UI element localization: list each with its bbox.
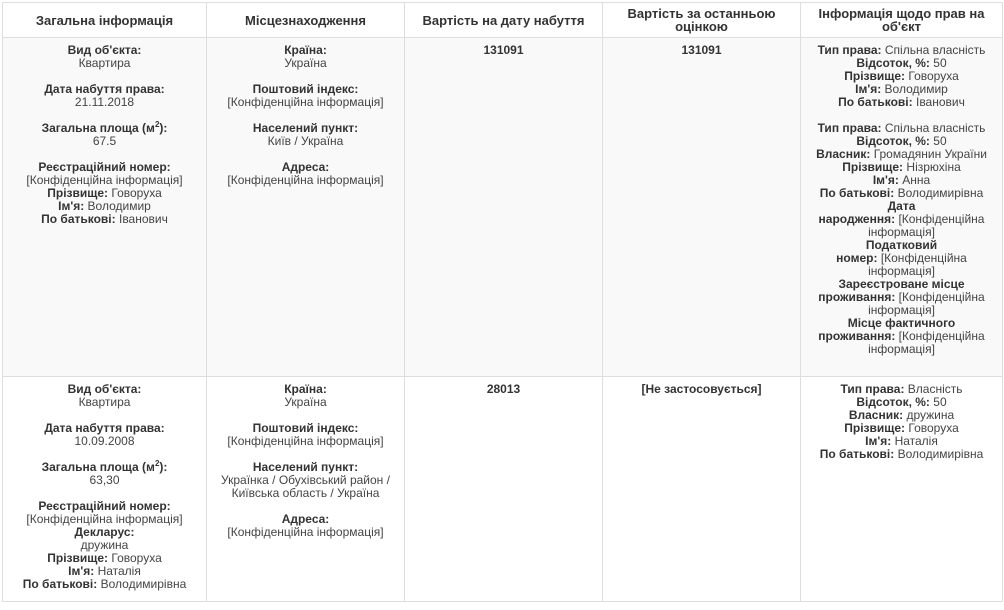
property-table	[2, 2, 1003, 602]
header-cost-last-valuation: Вартість за останньою оцінкою	[603, 3, 801, 38]
cost-last-valuation-cell	[603, 38, 801, 377]
patronymic-label: По батькові:	[819, 186, 895, 200]
address-value: [Конфіденційна інформація]	[227, 173, 384, 187]
table-header-row	[3, 3, 1003, 38]
rights-entry	[805, 44, 998, 109]
patronymic-label: По батькові:	[41, 212, 116, 226]
name-label: Ім'я:	[58, 199, 85, 213]
surname-value: Говоруха	[111, 186, 162, 200]
settlement-label: Населений пункт:	[252, 460, 359, 474]
registered-residence-label-cont: проживання:	[818, 290, 896, 304]
cost-last-valuation-cell	[603, 377, 801, 602]
surname-value: Нізрюхіна	[906, 160, 961, 174]
right-type-label: Тип права:	[817, 43, 882, 57]
header-cost-acquisition: Вартість на дату набуття	[405, 3, 603, 38]
total-area-value: 67.5	[92, 134, 117, 148]
address-label: Адреса:	[281, 512, 330, 526]
country-label: Країна:	[284, 382, 327, 396]
right-type-label: Тип права:	[840, 382, 905, 396]
registration-number-value: [Конфіденційна інформація]	[26, 512, 183, 526]
acquisition-date-value: 10.09.2008	[74, 434, 135, 448]
location-cell	[207, 377, 405, 602]
patronymic-value: Володимирівна	[897, 447, 984, 461]
percent-label: Відсоток, %:	[856, 134, 930, 148]
right-type-value: Власність	[907, 382, 963, 396]
right-type-value: Спільна власність	[884, 121, 986, 135]
registered-residence-label: Зареєстроване місце	[838, 277, 965, 291]
right-type-value: Спільна власність	[884, 43, 986, 57]
birth-date-label: Дата	[887, 199, 916, 213]
cost-acquisition-value: 28013	[486, 382, 521, 396]
name-value: Анна	[902, 173, 931, 187]
settlement-label: Населений пункт:	[252, 121, 359, 135]
rights-cell	[801, 38, 1003, 377]
actual-residence-label: Місце фактичного	[847, 316, 956, 330]
rights-entry	[805, 122, 998, 356]
header-rights-info: Інформація щодо прав на об'єкт	[801, 3, 1003, 38]
owner-value: Громадянин України	[873, 147, 987, 161]
total-area-label: Загальна площа $(м^2)$:	[41, 120, 168, 135]
name-label: Ім'я:	[865, 434, 892, 448]
surname-value: Говоруха	[908, 69, 959, 83]
cost-last-valuation-value: 131091	[681, 43, 722, 57]
registration-number-label: Реєстраційний номер:	[38, 160, 171, 174]
declarant-label: Декларус:	[74, 525, 135, 539]
name-value: Володимир	[884, 82, 948, 96]
birth-date-value-cont: інформація]	[868, 225, 935, 239]
birth-date-value: [Конфіденційна	[898, 212, 985, 226]
settlement-value-cont: Київська область / Україна	[231, 486, 380, 500]
surname-label: Прізвище:	[842, 160, 904, 174]
tax-number-label: Податковий	[865, 238, 938, 252]
cost-last-valuation-value: [Не застосовується]	[641, 382, 762, 396]
general-info-cell	[3, 377, 207, 602]
rights-entry	[805, 383, 998, 461]
tax-number-value-cont: інформація]	[868, 264, 935, 278]
owner-label: Власник:	[848, 408, 904, 422]
tax-number-value: [Конфіденційна	[880, 251, 967, 265]
patronymic-label: По батькові:	[838, 95, 913, 109]
patronymic-value: Володимирівна	[897, 186, 984, 200]
postal-code-label: Поштовий індекс:	[252, 82, 359, 96]
name-value: Володимир	[87, 199, 151, 213]
cost-acquisition-cell	[405, 38, 603, 377]
address-label: Адреса:	[281, 160, 330, 174]
tax-number-label-cont: номер:	[836, 251, 878, 265]
settlement-value: Українка / Обухівський район /	[221, 473, 390, 487]
settlement-value: Київ / Україна	[267, 134, 344, 148]
address-value: [Конфіденційна інформація]	[227, 525, 384, 539]
actual-residence-label-cont: проживання:	[818, 329, 896, 343]
percent-value: 50	[933, 134, 947, 148]
surname-label: Прізвище:	[47, 551, 109, 565]
object-type-value: Квартира	[78, 395, 131, 409]
surname-value: Говоруха	[908, 421, 959, 435]
country-value: Україна	[284, 395, 327, 409]
postal-code-value: [Конфіденційна інформація]	[227, 434, 384, 448]
general-info-cell	[3, 38, 207, 377]
actual-residence-value-cont: інформація]	[868, 342, 935, 356]
patronymic-value: Володимирівна	[100, 577, 187, 591]
actual-residence-value: [Конфіденційна	[898, 329, 985, 343]
patronymic-value: Іванович	[118, 212, 168, 226]
name-label: Ім'я:	[855, 82, 882, 96]
postal-code-label: Поштовий індекс:	[252, 421, 359, 435]
name-label: Ім'я:	[872, 173, 899, 187]
registered-residence-value-cont: інформація]	[868, 303, 935, 317]
location-cell	[207, 38, 405, 377]
percent-label: Відсоток, %:	[856, 56, 930, 70]
acquisition-date-value: 21.11.2018	[74, 95, 135, 109]
cost-acquisition-value: 131091	[483, 43, 524, 57]
surname-label: Прізвище:	[844, 69, 906, 83]
table-row	[3, 38, 1003, 377]
patronymic-value: Іванович	[915, 95, 965, 109]
patronymic-label: По батькові:	[819, 447, 895, 461]
surname-value: Говоруха	[111, 551, 162, 565]
percent-value: 50	[933, 395, 947, 409]
object-type-value: Квартира	[78, 56, 131, 70]
total-area-value: 63,30	[89, 473, 120, 487]
surname-label: Прізвище:	[47, 186, 109, 200]
name-value: Наталія	[894, 434, 938, 448]
header-location: Місцезнаходження	[207, 3, 405, 38]
postal-code-value: [Конфіденційна інформація]	[227, 95, 384, 109]
cost-acquisition-cell	[405, 377, 603, 602]
country-value: Україна	[284, 56, 327, 70]
registered-residence-value: [Конфіденційна	[898, 290, 985, 304]
patronymic-label: По батькові:	[22, 577, 98, 591]
owner-value: дружина	[906, 408, 955, 422]
header-general-info: Загальна інформація	[3, 3, 207, 38]
surname-label: Прізвище:	[844, 421, 906, 435]
country-label: Країна:	[284, 43, 327, 57]
percent-label: Відсоток, %:	[856, 395, 930, 409]
name-label: Ім'я:	[68, 564, 95, 578]
registration-number-label: Реєстраційний номер:	[38, 499, 171, 513]
owner-label: Власник:	[816, 147, 871, 161]
declarant-value: дружина	[80, 538, 129, 552]
total-area-label: Загальна площа $(м^2)$:	[41, 459, 168, 474]
object-type-label: Вид об'єкта:	[67, 382, 142, 396]
right-type-label: Тип права:	[817, 121, 882, 135]
acquisition-date-label: Дата набуття права:	[44, 82, 165, 96]
registration-number-value: [Конфіденційна інформація]	[26, 173, 183, 187]
rights-cell	[801, 377, 1003, 602]
acquisition-date-label: Дата набуття права:	[44, 421, 165, 435]
birth-date-label-cont: народження:	[818, 212, 896, 226]
name-value: Наталія	[97, 564, 141, 578]
object-type-label: Вид об'єкта:	[67, 43, 142, 57]
table-row	[3, 377, 1003, 602]
percent-value: 50	[933, 56, 947, 70]
